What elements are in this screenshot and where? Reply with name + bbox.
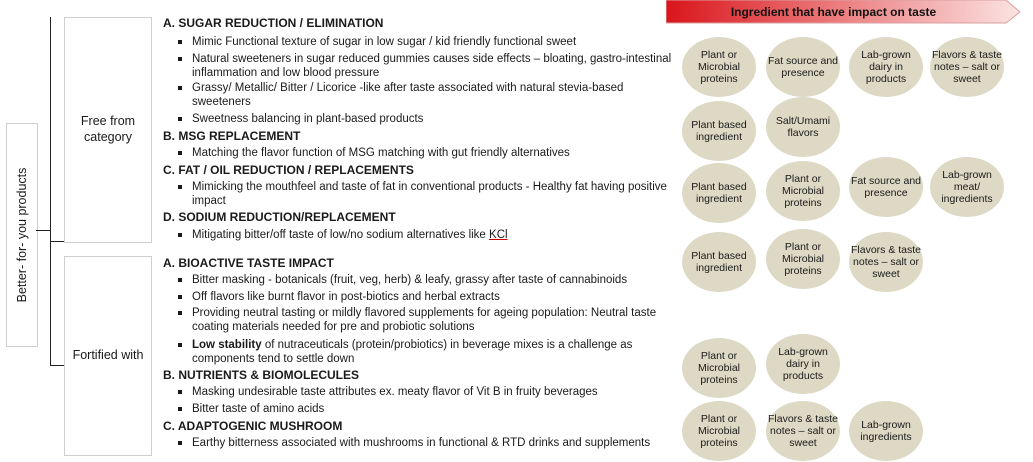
bullet-item: Off flavors like burnt flavor in post-biotics and herbal extracts (176, 290, 680, 304)
ingredient-pill: Lab-grown meat/ ingredients (930, 157, 1004, 217)
category-fortified-label: Fortified with (72, 348, 144, 363)
bullet-item: Grassy/ Metallic/ Bitter / Licorice -like after taste associated with natural stevia-based sweeteners (176, 81, 680, 109)
bullet-item: Sweetness balancing in plant-based products (176, 112, 680, 126)
bullet-item: Natural sweeteners in sugar reduced gummies causes side effects – bloating, gastro-intestinal inflammation and low blood pressure (176, 52, 680, 80)
root-category-label: Better- for- you products (15, 167, 29, 303)
bullet-item: Masking undesirable taste attributes ex. meaty flavor of Vit B in fruity beverages (176, 385, 680, 399)
ingredient-pill: Lab-grown dairy in products (849, 37, 923, 97)
bullet-item: Bitter taste of amino acids (176, 402, 680, 416)
tree-connector-free-from (50, 241, 64, 242)
root-category-box (6, 123, 38, 347)
bullet-item: Providing neutral tasting or mildly flavored supplements for ageing population: Neutral taste coating materials needed for pre and probiotic solutions (176, 306, 680, 334)
section-heading-bioactive: A. BIOACTIVE TASTE IMPACT (163, 256, 334, 270)
tree-connector-fortified (50, 365, 64, 366)
ingredient-pill: Salt/Umami flavors (766, 97, 840, 157)
ingredient-pill: Plant or Microbial proteins (766, 229, 840, 289)
ingredient-pill: Lab-grown dairy in products (766, 334, 840, 394)
section-heading-mushroom: C. ADAPTOGENIC MUSHROOM (163, 419, 343, 433)
category-free-from-label: Free from category (80, 114, 136, 144)
ingredient-pill: Plant based ingredient (682, 232, 756, 292)
ingredient-pill: Flavors & taste notes – salt or sweet (766, 401, 840, 461)
ingredient-pill: Lab-grown ingredients (849, 401, 923, 461)
tree-connector-vertical (50, 17, 51, 366)
section-heading-fat: C. FAT / OIL REDUCTION / REPLACEMENTS (163, 163, 414, 177)
bullet-item: Mimicking the mouthfeel and taste of fat in conventional products - Healthy fat having positive impact (176, 180, 680, 208)
section-heading-nutrients: B. NUTRIENTS & BIOMOLECULES (163, 368, 360, 382)
header-title: Ingredient that have impact on taste (730, 5, 937, 19)
section-heading-msg: B. MSG REPLACEMENT (163, 129, 301, 143)
ingredient-pill: Plant based ingredient (682, 101, 756, 161)
ingredient-pill: Plant or Microbial proteins (682, 401, 756, 461)
bullet-item: Earthy bitterness associated with mushrooms in functional & RTD drinks and supplements (176, 436, 680, 450)
bullet-item: Matching the flavor function of MSG matching with gut friendly alternatives (176, 146, 680, 160)
bullet-item: Low stability of nutraceuticals (protein/probiotics) in beverage mixes is a challenge as components tend to settle down (176, 338, 680, 366)
ingredient-pill: Plant based ingredient (682, 163, 756, 223)
tree-connector-root (36, 230, 50, 231)
ingredient-pill: Plant or Microbial proteins (682, 338, 756, 398)
ingredient-pill: Fat source and presence (849, 157, 923, 217)
bullet-item: Mimic Functional texture of sugar in low sugar / kid friendly functional sweet (176, 35, 680, 49)
category-free-from (64, 17, 152, 243)
ingredient-pill: Plant or Microbial proteins (766, 161, 840, 221)
header-banner (666, 0, 1021, 24)
ingredient-pill: Flavors & taste notes – salt or sweet (849, 232, 923, 292)
ingredient-pill: Flavors & taste notes – salt or sweet (930, 37, 1004, 97)
section-heading-sugar: A. SUGAR REDUCTION / ELIMINATION (163, 16, 384, 30)
ingredient-pill: Plant or Microbial proteins (682, 37, 756, 97)
bullet-item: Mitigating bitter/off taste of low/no sodium alternatives like KCl (176, 228, 680, 242)
bullet-item: Bitter masking - botanicals (fruit, veg, herb) & leafy, grassy after taste of cannabinoids (176, 273, 680, 287)
ingredient-pill: Fat source and presence (766, 37, 840, 97)
section-heading-sodium: D. SODIUM REDUCTION/REPLACEMENT (163, 210, 396, 224)
category-fortified-with (64, 256, 152, 456)
